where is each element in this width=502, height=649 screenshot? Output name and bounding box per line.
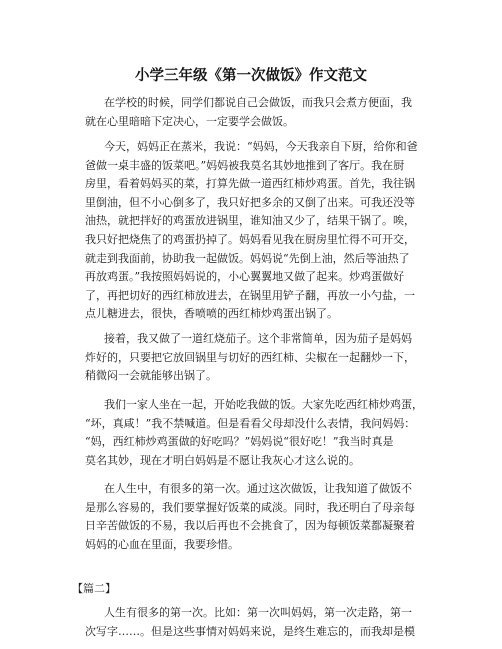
text-line: 我只好把烧焦了的鸡蛋扔掉了。妈妈看见我在厨房里忙得不可开交， [85, 232, 415, 246]
paragraph-1 [85, 94, 425, 131]
section-paragraph [85, 604, 425, 641]
text-line: 今天，妈妈正在蒸米，我说：“妈妈，今天我亲自下厨，给你和爸 [104, 140, 418, 153]
paragraph-3 [85, 330, 425, 386]
text-line: 再放鸡蛋。”我按照妈妈说的，小心翼翼地又做了起来。炒鸡蛋做好 [85, 270, 405, 284]
text-line: 我们一家人坐在一起，开始吃我做的饭。大家先吃西红柿炒鸡蛋， [104, 398, 423, 411]
paragraph-5 [85, 480, 425, 554]
text-line: 在学校的时候，同学们都说自己会做饭，而我只会煮方便面，我 [104, 96, 412, 109]
text-line: 在人生中，有很多的第一次。通过这次做饭，让我知道了做饭不 [104, 482, 412, 495]
text-line: “妈，西红柿炒鸡蛋做的好吃吗？”妈妈说“很好吃！”我当时真是 [85, 435, 394, 449]
text-line: 就走到我面前，协助我一起做饭。妈妈说“先倒上油，然后等油热了 [85, 251, 410, 265]
text-line: 了，再把切好的西红柿放进去，在锅里用铲子翻，再放一小勺盐，一 [85, 288, 415, 302]
text-line: 点儿糖进去，很快，香喷喷的西红柿炒鸡蛋出锅了。 [85, 307, 338, 321]
text-line: 日辛苦做饭的不易，我以后再也不会挑食了，因为每顿饭菜都凝聚着 [85, 519, 415, 533]
text-line: 人生有很多的第一次。比如：第一次叫妈妈，第一次走路，第一 [104, 606, 412, 619]
text-line: 里倒油，但不小心倒多了，我只好把多余的又倒了出来。可我还没等 [85, 195, 415, 209]
text-line: 次写字……。但是这些事情对妈妈来说，是终生难忘的，而我却是模 [85, 624, 415, 638]
paragraph-4 [85, 396, 425, 470]
text-line: 妈妈的心血在里面，我要珍惜。 [85, 537, 239, 551]
text-line: 房里，看着妈妈买的菜，打算先做一道西红柿炒鸡蛋。首先，我往锅 [85, 177, 415, 191]
text-line: 接着，我又做了一道红烧茄子。这个非常简单，因为茄子是妈妈 [104, 332, 412, 345]
text-line: 莫名其妙，现在才明白妈妈是不愿让我灰心才这么说的。 [85, 453, 360, 467]
section-heading: 【篇二】 [72, 582, 116, 595]
text-line: “坏，真咸！”我不禁喊道。但是看看父母却没什么表情，我问妈妈： [85, 416, 416, 430]
text-line: 爸做一桌丰盛的饭菜吧。”妈妈被我莫名其妙地推到了客厅。我在厨 [85, 158, 405, 172]
paragraph-2 [85, 138, 425, 324]
text-line: 炸好的，只要把它放回锅里与切好的西红柿、尖椒在一起翻炒一下， [85, 350, 415, 364]
document-title: 小学三年级《第一次做饭》作文范文 [135, 68, 367, 84]
text-line: 油热，就把拌好的鸡蛋放进锅里，谁知油又少了，结果干锅了。唉， [85, 214, 415, 228]
text-line: 就在心里暗暗下定决心，一定要学会做饭。 [85, 114, 294, 128]
text-line: 是那么容易的，我们要掌握好饭菜的咸淡。同时，我还明白了母亲每 [85, 500, 415, 514]
text-line: 稍微闷一会就能够出锅了。 [85, 369, 217, 383]
